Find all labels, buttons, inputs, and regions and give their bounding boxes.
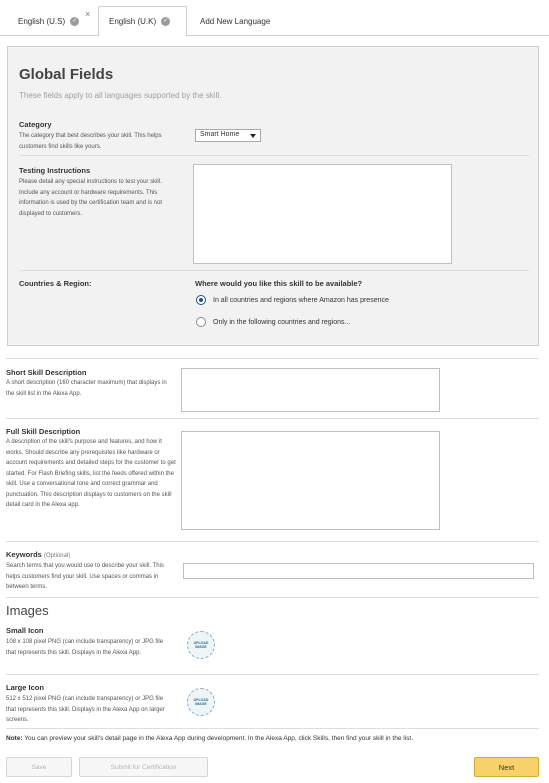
large-icon-label: Large Icon — [6, 683, 44, 692]
divider — [6, 674, 539, 675]
radio-all-countries-label: In all countries and regions where Amazon has presence — [213, 297, 389, 304]
tab-english-uk[interactable] — [98, 6, 187, 37]
note-text: You can preview your skill's detail page in the Alexa App during development. In the Alexa App, click Skills, then find your skill in the list. — [24, 735, 414, 742]
keywords-input[interactable] — [183, 563, 534, 579]
upload-image-icon: UPLOAD IMAGE — [193, 697, 209, 706]
testing-instructions-label: Testing Instructions — [19, 166, 91, 175]
short-description-help: A short description (160 character maximum) that displays in the skill list in the Alexa App. — [6, 380, 167, 397]
add-new-language-link[interactable]: Add New Language — [200, 17, 271, 26]
check-circle-icon: ✓ — [163, 18, 169, 24]
submit-for-certification-button[interactable]: Submit for Certification — [79, 757, 208, 777]
upload-small-icon-button[interactable] — [187, 631, 215, 659]
preview-note — [6, 735, 413, 742]
tab-english-uk-label: English (U.K) — [109, 17, 157, 26]
upload-image-icon: UPLOAD IMAGE — [193, 640, 209, 649]
testing-instructions-description: Please detail any special instructions to test your skill. Include any account or hardware requirements. This information is used by the certification team and is not displayed to customers. — [19, 179, 163, 217]
keywords-label-text: Keywords — [6, 550, 42, 559]
countries-region-label: Countries & Region: — [19, 279, 92, 288]
next-button[interactable]: Next — [474, 757, 539, 777]
category-label: Category — [19, 120, 52, 129]
divider — [6, 597, 539, 598]
divider — [19, 155, 529, 156]
keywords-optional-tag: (Optional) — [43, 553, 71, 559]
images-heading: Images — [6, 603, 49, 618]
divider — [19, 270, 529, 271]
upload-large-icon-button[interactable] — [187, 688, 215, 716]
tab-english-us-label: English (U.S) — [18, 17, 66, 26]
category-select[interactable] — [195, 129, 261, 142]
testing-instructions-textarea[interactable] — [193, 164, 452, 264]
save-button[interactable]: Save — [6, 757, 72, 777]
global-fields-title: Global Fields — [19, 66, 114, 83]
availability-question: Where would you like this skill to be available? — [195, 279, 363, 288]
category-select-value: Smart Home — [200, 131, 240, 138]
large-icon-help: 512 x 512 pixel PNG (can include transparency) or JPG file that represents this skill. Displays in the Alexa App on larger screens. — [6, 696, 165, 723]
check-circle-icon: ✓ — [72, 18, 78, 24]
language-tab-bar — [0, 0, 549, 36]
keywords-label — [6, 550, 70, 559]
small-icon-label: Small Icon — [6, 626, 44, 635]
full-description-label: Full Skill Description — [6, 427, 81, 436]
divider — [6, 728, 539, 729]
global-fields-subtitle: These fields apply to all languages supported by the skill. — [19, 91, 222, 100]
divider — [6, 358, 539, 359]
category-description: The category that best describes your skill. This helps customers find skills like yours. — [19, 133, 162, 150]
note-prefix: Note: — [6, 735, 23, 742]
full-description-textarea[interactable] — [181, 431, 440, 530]
small-icon-help: 108 x 108 pixel PNG (can include transparency) or JPG file that represents this skill. Displays in the Alexa App. — [6, 639, 164, 656]
tab-english-us[interactable] — [8, 6, 94, 37]
caret-down-icon — [250, 134, 256, 138]
divider — [6, 541, 539, 542]
keywords-help: Search terms that you would use to describe your skill. This helps customers find your skill. Use spaces or commas in between terms. — [6, 563, 164, 590]
radio-selected-countries[interactable] — [196, 317, 206, 327]
radio-selected-countries-label: Only in the following countries and regions... — [213, 319, 351, 326]
radio-all-countries[interactable] — [196, 295, 206, 305]
close-icon[interactable]: × — [85, 9, 91, 19]
short-description-label: Short Skill Description — [6, 368, 87, 377]
divider — [6, 418, 539, 419]
full-description-help: A description of the skill's purpose and features, and how it works. Should describe any prerequisites like hardware or account requirements and detailed steps for the customer to get started. For Flash Briefing skills, list the feeds offered within the skill. Use a conversational tone and correct grammar and punctuation. This description displays to customers on the skill detail card in the Alexa app. — [6, 439, 176, 508]
short-description-textarea[interactable] — [181, 368, 440, 412]
